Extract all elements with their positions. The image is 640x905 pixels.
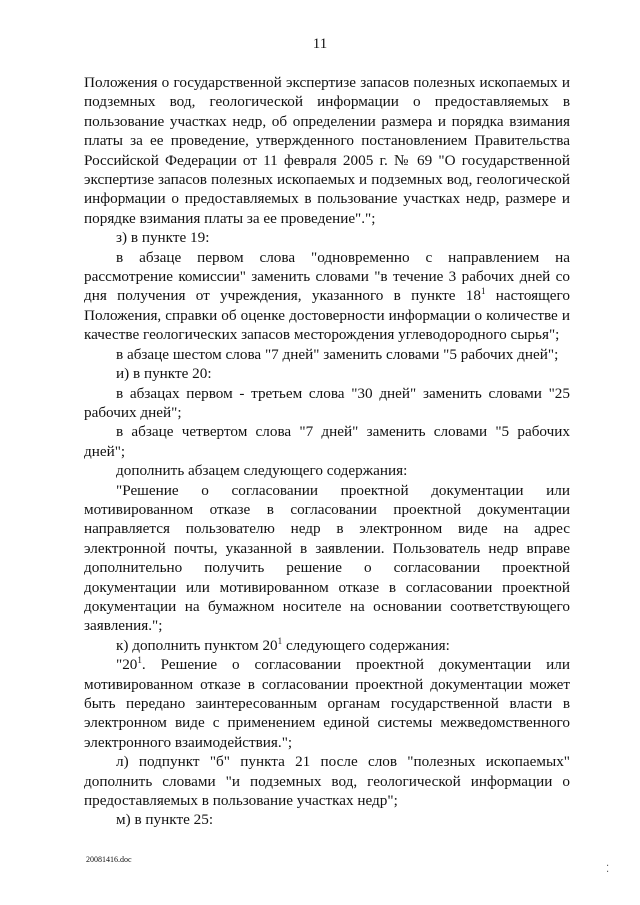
paragraph-item-z: з) в пункте 19: — [116, 229, 210, 247]
paragraph-item-i: и) в пункте 20: — [116, 365, 212, 383]
superscript: 1 — [137, 655, 142, 666]
paragraph-item-i-add: дополнить абзацем следующего содержания: — [116, 462, 408, 480]
paragraph-item-l: л) подпункт "б" пункта 21 после слов "полезных ископаемых" дополнить словами "и подземных вод, геологической информации о предоставляемых в пользование участках недр"; — [84, 753, 570, 810]
paragraph-item-k — [84, 636, 570, 655]
footer-doc-code: 20081416.doc — [86, 855, 132, 864]
text-run: в абзаце первом слова "одновременно с направлением на рассмотрение комиссии" заменить словами "в течение 3 рабочих дней со дня получения от учреждения, указанного в пункте 18 — [84, 248, 570, 305]
paragraph-regulation-reference: Положения о государственной экспертизе запасов полезных ископаемых и подземных вод, геологической информации о предоставляемых в пользование участках недр, об определении размера и порядка взимания платы за ее проведение, утвержденного постановлением Правительства Российской Федерации от 11 февраля 2005 г. № 69 "О государственной экспертизе запасов полезных ископаемых и подземных вод, геологической информации о предоставляемых в пользование участках недр, размере и порядке взимания платы за ее проведение"."; — [84, 74, 570, 227]
superscript: 1 — [481, 286, 486, 297]
paragraph-item-i-fourth: в абзаце четвертом слова "7 дней" заменить словами "5 рабочих дней"; — [84, 423, 570, 460]
paragraph-item-i-first-third: в абзацах первом - третьем слова "30 дней" заменить словами "25 рабочих дней"; — [84, 384, 570, 421]
paragraph-decision-text: "Решение о согласовании проектной документации или мотивированном отказе в согласовании проектной документации направляется пользователю недр в электронном виде на адрес электронной почты, указанной в заявлении. Пользователь недр вправе дополнительно получить решение о согласовании проектной документации или мотивированном отказе в согласовании проектной документации на бумажном носителе на основании соответствующего заявления."; — [84, 481, 570, 635]
text-run: "20 — [116, 656, 138, 674]
paragraph-item-m: м) в пункте 25: — [116, 811, 214, 829]
text-run: . Решение о согласовании проектной документации или мотивированном отказе в согласовании проектной документации может быть передано заинтересованным органам государственной власти в электронном виде с применением единой системы межведомственного электронного взаимодействия."; — [84, 656, 570, 751]
text-run: настоящего Положения, справки об оценке достоверности информации о количестве и качестве геологических запасов месторождения углеводородного сырья"; — [84, 287, 570, 344]
scan-mark: ⁚ — [606, 864, 610, 875]
text-run: следующего содержания: — [282, 636, 450, 654]
paragraph-item-z-first-abzac — [84, 248, 570, 345]
superscript: 1 — [277, 635, 283, 646]
document-body — [84, 73, 570, 830]
paragraph-item-20-1-text — [84, 655, 570, 752]
text-run: к) дополнить пунктом 20 — [116, 636, 278, 654]
paragraph-item-z-sixth-abzac: в абзаце шестом слова "7 дней" заменить словами "5 рабочих дней"; — [116, 345, 559, 363]
page-number: 11 — [312, 36, 328, 52]
